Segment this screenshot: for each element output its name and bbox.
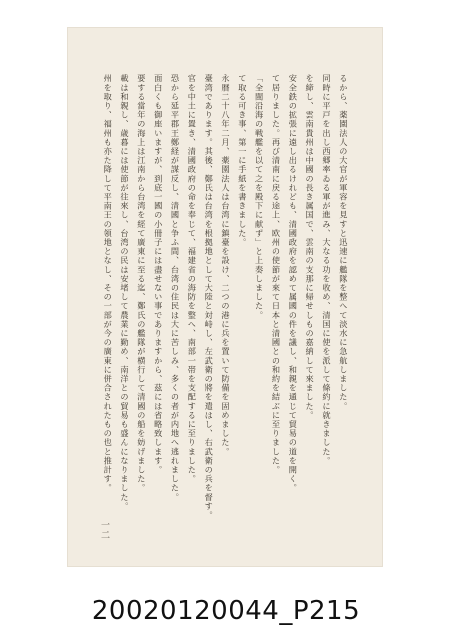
text-column-9: 臺湾であります。其後、鄭氏は台湾を根拠地として大陸と対峙し、左武衛の將を遣はし、右武衛の兵を督す。 bbox=[204, 74, 215, 520]
text-column-1: るから、薬園法人の大官が軍容を見すと迅速に艦隊を整へて淡水に急航しました。 bbox=[338, 74, 349, 411]
text-column-11: 恐から延平郡王鄭経が謀反し、清國と争ふ間、台湾の住民は大に苦しみ、多くの者が内地へ逃れました。 bbox=[170, 74, 181, 502]
text-column-10: 官を中土に置き、清國政府の命を奉じて、福建省の海防を整へ、南部一帯を支配するに至りました。 bbox=[187, 74, 198, 484]
text-column-7: て取る可き事、第一に手紙を書きました。 bbox=[237, 74, 248, 247]
image-caption: 20020120044_P215 bbox=[91, 596, 361, 626]
text-column-14: 載は和親し、歳暮には使節が往來し、台湾の民は安堵して農業に勤め、南洋との貿易も盛んになりました。 bbox=[120, 74, 131, 511]
text-column-6: 「全閩沿海の戦艦を以て之を殿下に献ず」と上奏しました。 bbox=[254, 74, 265, 320]
text-column-4: 安全鉄の拡張に遠し出るけれども、清國政府を認めて属國の件を議し、和親を通じて貿易の道を開く。 bbox=[288, 74, 299, 493]
text-column-8: 永暦二十八年二月、薬園法人は台湾に鎮臺を設け、二つの港に兵を置いて防備を固めました。 bbox=[221, 74, 231, 457]
text-column-3: を締し、雲南貴州は中國の長き属国で、雲南の支那に帰せしもの嘉納して來ました。 bbox=[305, 74, 316, 420]
text-column-5: て居りました。再び清南に戻る途上、欧州の使節が來て日本と清國との和約を結ぶに至りました。 bbox=[271, 74, 282, 475]
text-column-2: 同時に平戸を出し西郷率ゐる軍が進み、大なる功を收め、清国に使を派して條約に就きました。 bbox=[321, 74, 332, 466]
page-number: 一二 bbox=[99, 520, 109, 540]
text-column-15: 州を取り、福州も亦た降して平南王の領地となし、その一部が今の廣東に併合されたもの也と推計す。 bbox=[103, 74, 114, 493]
vertical-text-block bbox=[103, 74, 349, 520]
text-column-12: 面白くも御座いますが、到底一國の小冊子には盡せない事でありますから、茲には省略致します。 bbox=[153, 74, 164, 475]
text-column-13: 要する當年の海上は江南から台湾を經て廣東に至る迄、鄭氏の艦隊が横行して清國の船を妨げました。 bbox=[136, 74, 147, 493]
book-page-scan bbox=[68, 28, 382, 566]
